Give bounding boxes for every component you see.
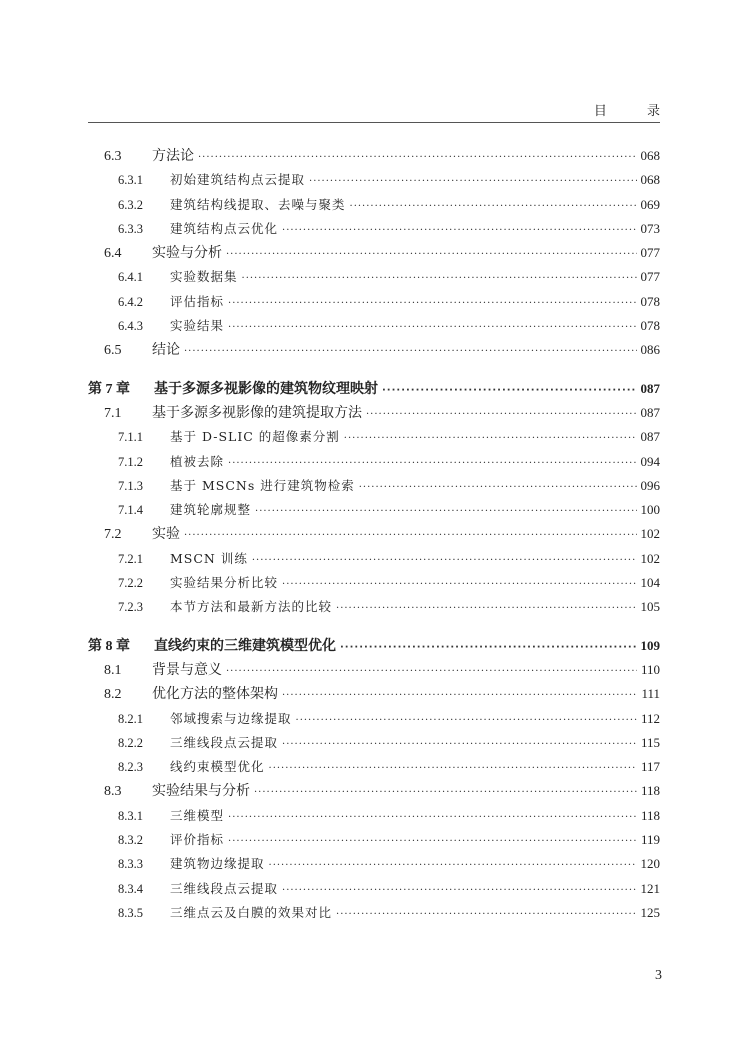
toc-entry-page: 125 (640, 904, 660, 920)
toc-entry-title: 背景与意义 (152, 661, 222, 678)
toc-entry-title: 评价指标 (170, 832, 225, 848)
toc-entry-page: 087 (640, 429, 660, 445)
toc-entry[interactable] (88, 474, 660, 498)
toc-entry-title: 建筑结构点云优化 (170, 220, 279, 236)
toc-entry-number: 6.4 (104, 246, 122, 262)
page-number: 3 (655, 968, 662, 983)
toc-entry-number: 7.1 (104, 405, 122, 421)
toc-entry-number: 8.2.3 (118, 760, 143, 775)
toc-entry-page: 102 (640, 550, 660, 566)
toc-entry-number: 8.3.1 (118, 808, 143, 823)
toc-leader-dots (254, 781, 637, 805)
toc-entry-page: 069 (640, 196, 660, 212)
toc-entry-title: MSCN 训练 (170, 550, 248, 566)
toc-entry-title: 基于多源多视影像的建筑提取方法 (152, 404, 362, 421)
toc-entry-page: 119 (640, 832, 660, 848)
toc-entry-number: 第 7 章 (88, 381, 130, 397)
toc-entry-page: 118 (640, 783, 660, 799)
toc-leader-dots (242, 267, 637, 291)
toc-leader-dots (269, 757, 637, 781)
toc-entry-title: 实验数据集 (170, 269, 238, 285)
toc-entry-title: 基于多源多视影像的建筑物纹理映射 (154, 380, 378, 397)
toc-entry-title: 评估指标 (170, 293, 225, 309)
toc-entry-page: 086 (640, 342, 660, 358)
toc-entry-page: 094 (640, 453, 660, 469)
toc-entry[interactable] (88, 425, 660, 449)
toc-entry-page: 077 (640, 269, 660, 285)
chapter-gap (88, 363, 660, 377)
toc-entry[interactable] (88, 217, 660, 241)
toc-entry[interactable] (88, 522, 660, 546)
toc-leader-dots (282, 684, 637, 708)
toc-leader-dots (282, 879, 636, 903)
toc-entry-page: 120 (640, 856, 660, 872)
table-of-contents (88, 144, 660, 925)
toc-entry[interactable] (88, 450, 660, 474)
toc-entry-page: 109 (640, 637, 660, 653)
toc-entry[interactable] (88, 144, 660, 168)
toc-entry-title: 实验结果分析比较 (170, 575, 279, 591)
toc-leader-dots (359, 476, 637, 500)
header-title: 目 录 (593, 104, 678, 119)
toc-entry-title: 建筑结构线提取、去噪与聚类 (170, 196, 346, 212)
toc-entry[interactable] (88, 595, 660, 619)
toc-entry-title: 三维线段点云提取 (170, 880, 279, 896)
toc-entry[interactable] (88, 571, 660, 595)
toc-entry-title: 基于 D-SLIC 的超像素分割 (170, 429, 340, 445)
toc-leader-dots (366, 403, 637, 427)
toc-entry-page: 115 (640, 734, 660, 750)
toc-entry-title: 基于 MSCNs 进行建筑物检索 (170, 477, 355, 493)
toc-leader-dots (255, 500, 636, 524)
toc-leader-dots (198, 146, 637, 170)
toc-entry[interactable] (88, 193, 660, 217)
toc-leader-dots (340, 636, 637, 660)
toc-leader-dots (382, 379, 637, 403)
toc-entry-number: 6.3.2 (118, 197, 143, 212)
toc-entry[interactable] (88, 290, 660, 314)
toc-entry-page: 073 (640, 220, 660, 236)
toc-entry-title: 实验 (152, 526, 180, 543)
toc-entry-page: 100 (640, 502, 660, 518)
toc-entry-number: 7.1.4 (118, 503, 143, 518)
toc-entry-page: 087 (640, 380, 660, 396)
toc-leader-dots (269, 854, 637, 878)
toc-entry-page: 077 (640, 245, 660, 261)
toc-leader-dots (309, 170, 636, 194)
toc-entry[interactable] (88, 779, 660, 803)
toc-entry-title: 方法论 (152, 148, 194, 164)
toc-entry-page: 096 (640, 477, 660, 493)
toc-entry-title: 实验结果与分析 (152, 783, 250, 800)
toc-entry-number: 6.4.1 (118, 270, 143, 285)
toc-leader-dots (228, 316, 636, 340)
toc-entry-number: 6.3.1 (118, 173, 143, 188)
toc-leader-dots (228, 292, 636, 316)
toc-entry-title: 邻域搜索与边缘提取 (170, 710, 292, 726)
toc-leader-dots (226, 660, 637, 684)
toc-entry[interactable] (88, 852, 660, 876)
toc-entry-number: 7.2.2 (118, 576, 143, 591)
toc-entry[interactable] (88, 828, 660, 852)
toc-entry-number: 7.1.1 (118, 430, 143, 445)
toc-leader-dots (184, 524, 637, 548)
toc-entry-title: 实验与分析 (152, 245, 222, 262)
toc-entry-title: 实验结果 (170, 318, 225, 334)
toc-entry[interactable] (88, 241, 660, 265)
toc-entry[interactable] (88, 314, 660, 338)
toc-leader-dots (226, 243, 637, 267)
toc-leader-dots (350, 195, 637, 219)
toc-entry-number: 6.3 (104, 149, 122, 164)
toc-entry[interactable] (88, 804, 660, 828)
toc-entry[interactable] (88, 877, 660, 901)
toc-leader-dots (344, 427, 637, 451)
toc-chapter-entry[interactable] (88, 634, 660, 658)
toc-entry-number: 7.2.3 (118, 600, 143, 615)
toc-entry-number: 8.3.2 (118, 833, 143, 848)
toc-entry-title: 植被去除 (170, 453, 225, 469)
toc-entry[interactable] (88, 547, 660, 571)
toc-entry-number: 8.2 (104, 687, 122, 703)
toc-entry[interactable] (88, 901, 660, 925)
toc-entry-number: 8.3.3 (118, 857, 143, 872)
toc-entry[interactable] (88, 755, 660, 779)
toc-entry[interactable] (88, 401, 660, 425)
toc-entry-page: 111 (641, 686, 660, 702)
toc-entry-title: 三维模型 (170, 807, 225, 823)
toc-entry-title: 初始建筑结构点云提取 (170, 172, 306, 188)
toc-entry-title: 本节方法和最新方法的比较 (170, 599, 333, 615)
toc-entry-page: 118 (640, 807, 660, 823)
toc-entry-page: 117 (640, 759, 660, 775)
toc-entry-number: 6.4.3 (118, 319, 143, 334)
toc-entry-number: 8.3 (104, 784, 122, 800)
toc-entry-title: 线约束模型优化 (170, 759, 265, 775)
toc-entry-number: 8.3.4 (118, 881, 143, 896)
toc-entry[interactable] (88, 682, 660, 706)
toc-entry-number: 8.3.5 (118, 905, 143, 920)
toc-entry[interactable] (88, 498, 660, 522)
toc-entry-title: 直线约束的三维建筑模型优化 (154, 637, 336, 654)
toc-entry-number: 7.1.2 (118, 454, 143, 469)
toc-entry-number: 6.3.3 (118, 221, 143, 236)
toc-entry-number: 6.4.2 (118, 294, 143, 309)
toc-entry-number: 8.2.1 (118, 711, 143, 726)
toc-leader-dots (282, 733, 637, 757)
page-header (88, 100, 678, 123)
toc-chapter-entry[interactable] (88, 377, 660, 401)
toc-leader-dots (228, 806, 637, 830)
toc-entry-number: 第 8 章 (88, 638, 130, 654)
toc-entry-title: 建筑物边缘提取 (170, 856, 265, 872)
toc-entry[interactable] (88, 707, 660, 731)
chapter-gap (88, 620, 660, 634)
toc-entry-title: 三维点云及白膜的效果对比 (170, 904, 333, 920)
toc-entry-title: 结论 (152, 342, 180, 359)
toc-entry-title: 优化方法的整体架构 (152, 686, 278, 703)
toc-entry[interactable] (88, 658, 660, 682)
toc-entry-page: 078 (640, 293, 660, 309)
toc-leader-dots (252, 549, 637, 573)
toc-leader-dots (296, 709, 637, 733)
toc-leader-dots (228, 452, 636, 476)
toc-leader-dots (336, 597, 636, 621)
toc-leader-dots (184, 340, 637, 364)
toc-entry-title: 三维线段点云提取 (170, 734, 279, 750)
toc-entry-page: 068 (640, 172, 660, 188)
toc-leader-dots (282, 573, 636, 597)
toc-entry-page: 105 (640, 599, 660, 615)
toc-entry-page: 078 (640, 318, 660, 334)
toc-entry-number: 6.5 (104, 343, 122, 359)
toc-leader-dots (228, 830, 637, 854)
toc-entry-page: 112 (640, 710, 660, 726)
toc-entry-page: 110 (640, 661, 660, 677)
toc-entry-page: 102 (640, 526, 660, 542)
toc-entry-page: 068 (640, 148, 660, 163)
toc-entry-title: 建筑轮廓规整 (170, 502, 252, 518)
toc-entry[interactable] (88, 265, 660, 289)
toc-leader-dots (282, 219, 636, 243)
toc-entry-number: 8.1 (104, 662, 122, 678)
toc-leader-dots (336, 903, 636, 927)
toc-entry[interactable] (88, 731, 660, 755)
toc-entry[interactable] (88, 338, 660, 362)
toc-entry-page: 087 (640, 404, 660, 420)
toc-entry[interactable] (88, 168, 660, 192)
toc-entry-number: 7.1.3 (118, 478, 143, 493)
toc-entry-page: 121 (640, 880, 660, 896)
toc-entry-page: 104 (640, 575, 660, 591)
toc-entry-number: 7.2 (104, 527, 122, 543)
toc-entry-number: 7.2.1 (118, 551, 143, 566)
toc-entry-number: 8.2.2 (118, 735, 143, 750)
